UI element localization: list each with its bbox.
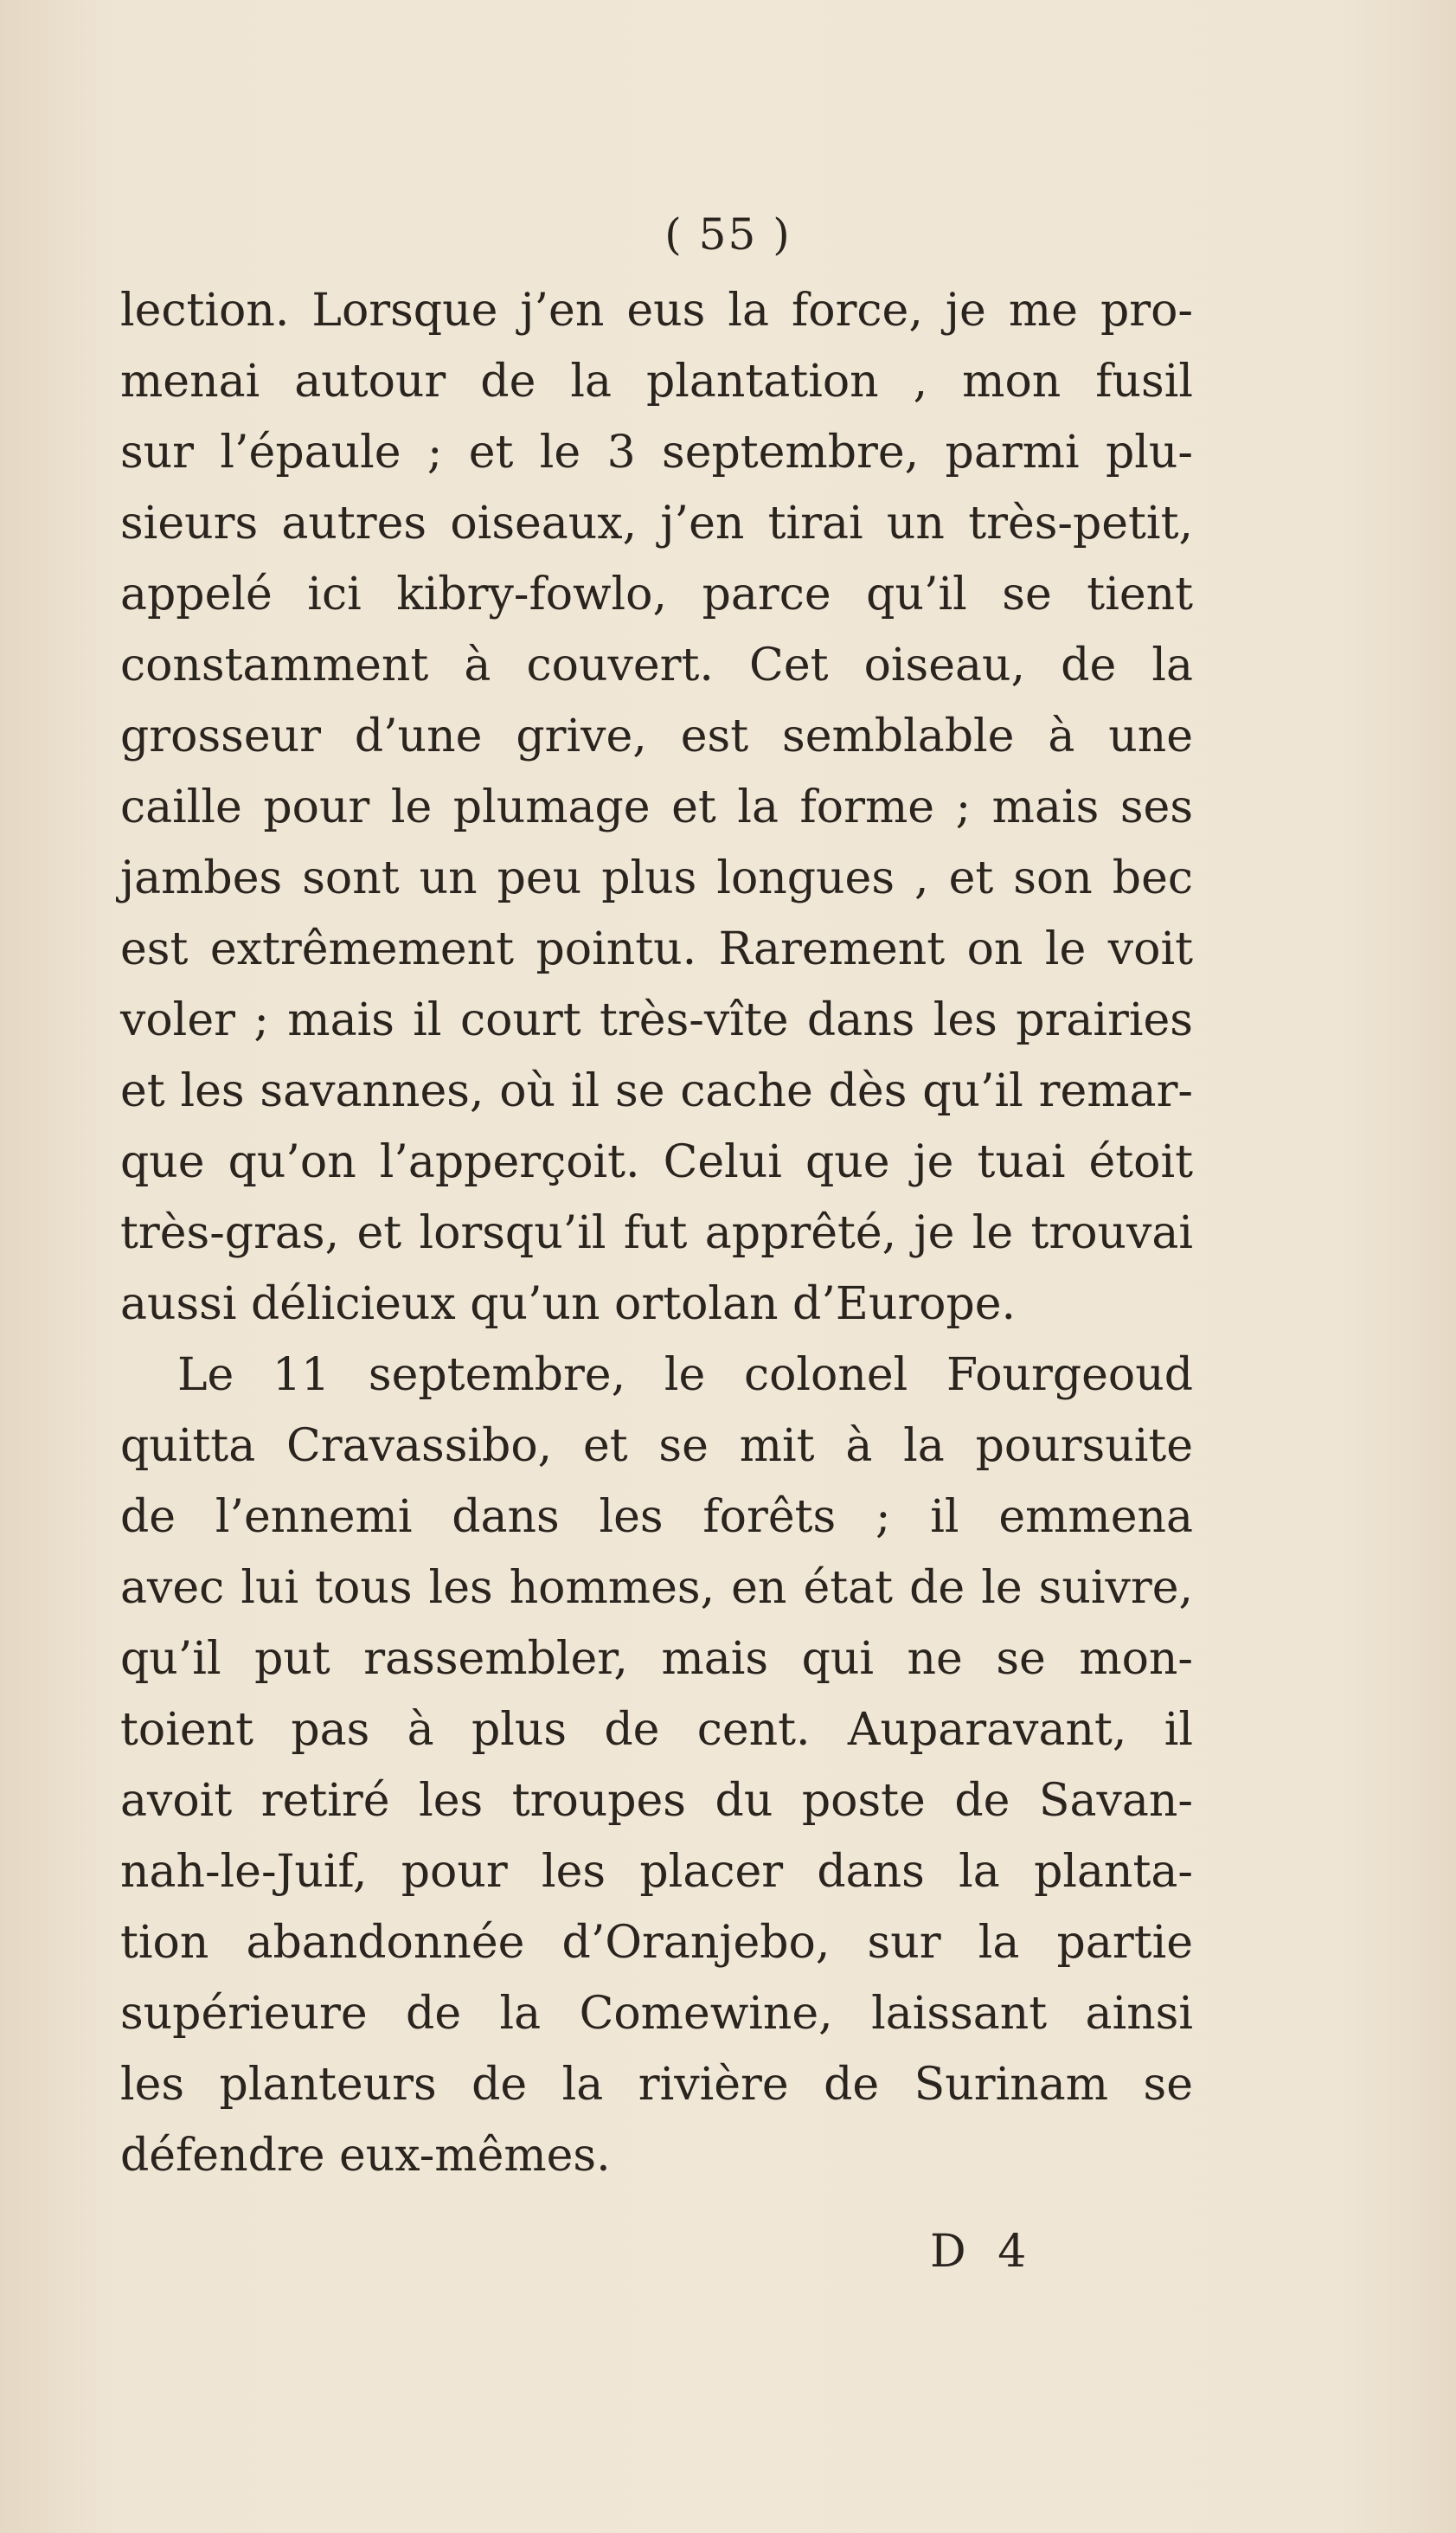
body-text [120,275,1193,2191]
text-line: avoit retiré les troupes du poste de Savan- [120,1775,1193,1827]
text-line: toient pas à plus de cent. Auparavant, il [120,1704,1193,1756]
text-line: sur l’épaule ; et le 3 septembre, parmi plu- [120,427,1193,479]
text-line: avec lui tous les hommes, en état de le suivre, [120,1562,1193,1614]
signature-mark: D 4 [930,2226,1036,2278]
text-line: que qu’on l’apperçoit. Celui que je tuai étoit [120,1136,1193,1188]
text-line: est extrêmement pointu. Rarement on le voit [120,923,1193,975]
text-line: et les savannes, où il se cache dès qu’il remar- [120,1065,1193,1117]
text-line: nah-le-Juif, pour les placer dans la planta- [120,1846,1193,1898]
text-line: défendre eux-mêmes. [120,2130,611,2182]
text-line: voler ; mais il court très-vîte dans les prairies [120,994,1193,1046]
text-line: qu’il put rassembler, mais qui ne se mon- [120,1633,1193,1685]
text-line: tion abandonnée d’Oranjebo, sur la partie [120,1917,1193,1969]
text-line: grosseur d’une grive, est semblable à une [120,710,1193,762]
text-line: aussi délicieux qu’un ortolan d’Europe. [120,1278,1017,1330]
text-line: constamment à couvert. Cet oiseau, de la [120,640,1193,691]
text-line: de l’ennemi dans les forêts ; il emmena [120,1491,1193,1543]
text-line: caille pour le plumage et la forme ; mais ses [120,781,1193,833]
text-line: lection. Lorsque j’en eus la force, je me pro- [120,285,1193,337]
text-line: très-gras, et lorsqu’il fut apprêté, je le trouvai [120,1207,1193,1259]
text-line: menai autour de la plantation , mon fusil [120,356,1193,408]
text-line: sieurs autres oiseaux, j’en tirai un très-petit, [120,498,1193,550]
text-line: supérieure de la Comewine, laissant ainsi [120,1988,1193,2040]
text-line: appelé ici kibry-fowlo, parce qu’il se tient [120,569,1193,620]
page-number: ( 55 ) [664,209,792,260]
text-line: quitta Cravassibo, et se mit à la poursuite [120,1420,1193,1472]
text-line: jambes sont un peu plus longues , et son bec [120,852,1193,904]
text-line: Le 11 septembre, le colonel Fourgeoud [177,1349,1193,1401]
text-line: les planteurs de la rivière de Surinam se [120,2059,1193,2111]
